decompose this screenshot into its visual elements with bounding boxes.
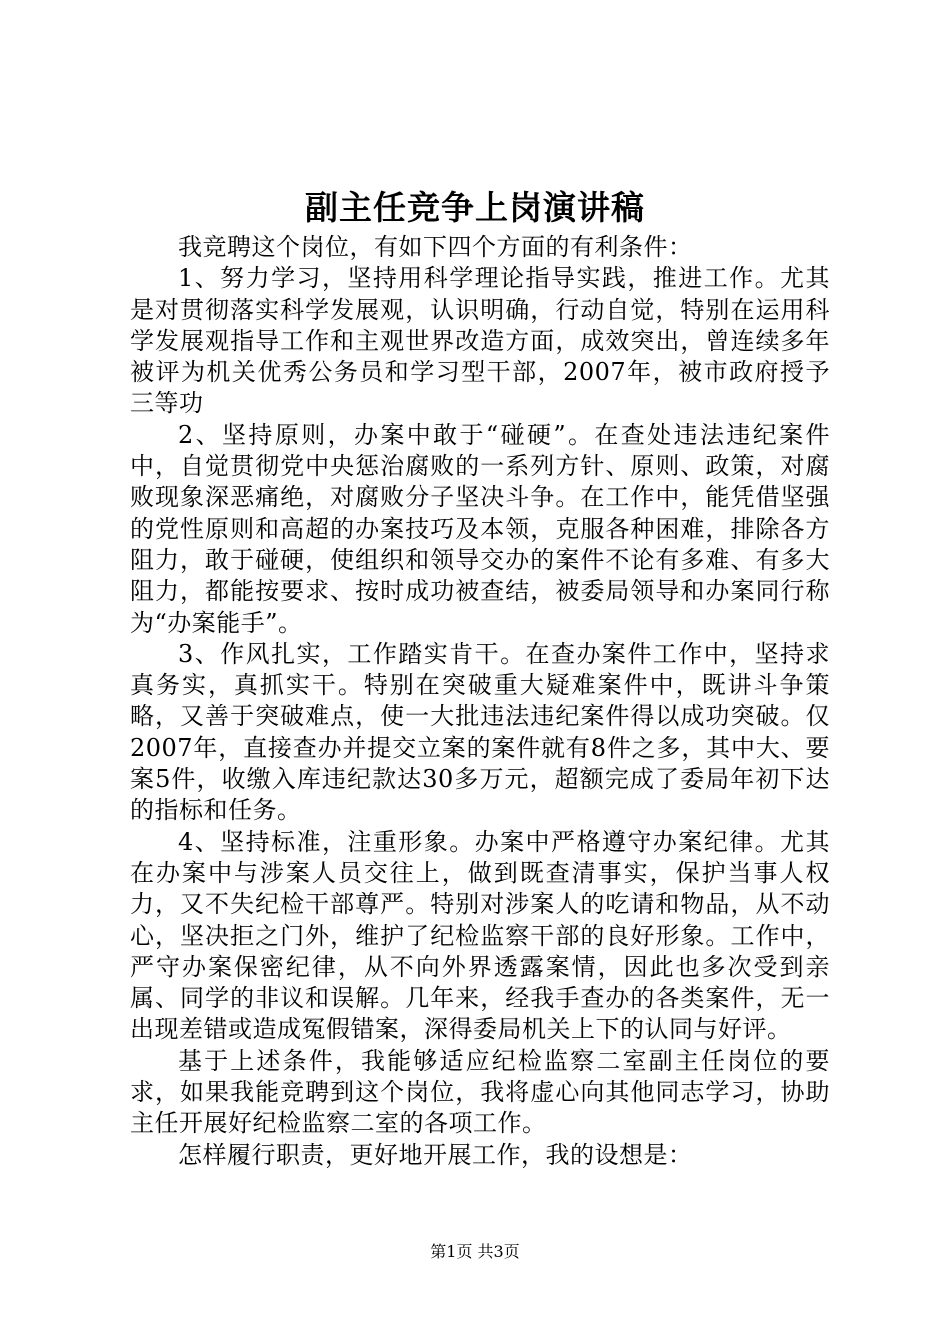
document-title: 副主任竞争上岗演讲稿 — [305, 188, 645, 227]
paragraph-condition-3: 3、作风扎实，工作踏实肯干。在查办案件工作中，坚持求真务实，真抓实干。特别在突破重大疑难案件中，既讲斗争策略，又善于突破难点，使一大批违法违纪案件得以成功突破。仅2007年，直接查办并提交立案的案件就有8件之多，其中大、要案5件，收缴入库违纪款达30多万元，超额完成了委局年初下达的指标和任务。 — [130, 639, 830, 825]
document-body — [130, 232, 830, 1171]
paragraph-condition-4: 4、坚持标准，注重形象。办案中严格遵守办案纪律。尤其在办案中与涉案人员交往上，做到既查清事实，保护当事人权力，又不失纪检干部尊严。特别对涉案人的吃请和物品，从不动心，坚决拒之门外，维护了纪检监察干部的良好形象。工作中，严守办案保密纪律，从不向外界透露案情，因此也多次受到亲属、同学的非议和误解。几年来，经我手查办的各类案件，无一出现差错或造成冤假错案，深得委局机关上下的认同与好评。 — [130, 827, 830, 1044]
page-footer: 第1页 共3页 — [430, 1242, 520, 1261]
paragraph-condition-2: 2、坚持原则，办案中敢于“碰硬”。在查处违法违纪案件中，自觉贯彻党中央惩治腐败的一系列方针、原则、政策，对腐败现象深恶痛绝，对腐败分子坚决斗争。在工作中，能凭借坚强的党性原则和高超的办案技巧及本领，克服各种困难，排除各方阻力，敢于碰硬，使组织和领导交办的案件不论有多难、有多大阻力，都能按要求、按时成功被查结，被委局领导和办案同行称为“办案能手”。 — [130, 420, 830, 637]
paragraph-intro: 我竞聘这个岗位，有如下四个方面的有利条件： — [178, 233, 693, 261]
paragraph-condition-1: 1、努力学习，坚持用科学理论指导实践，推进工作。尤其是对贯彻落实科学发展观，认识明确，行动自觉，特别在运用科学发展观指导工作和主观世界改造方面，成效突出，曾连续多年被评为机关优秀公务员和学习型干部，2007年，被市政府授予三等功 — [130, 264, 830, 418]
paragraph-plan-intro: 怎样履行职责，更好地开展工作，我的设想是： — [178, 1140, 693, 1169]
paragraph-summary: 基于上述条件，我能够适应纪检监察二室副主任岗位的要求，如果我能竞聘到这个岗位，我将虚心向其他同志学习，协助主任开展好纪检监察二室的各项工作。 — [130, 1046, 830, 1138]
